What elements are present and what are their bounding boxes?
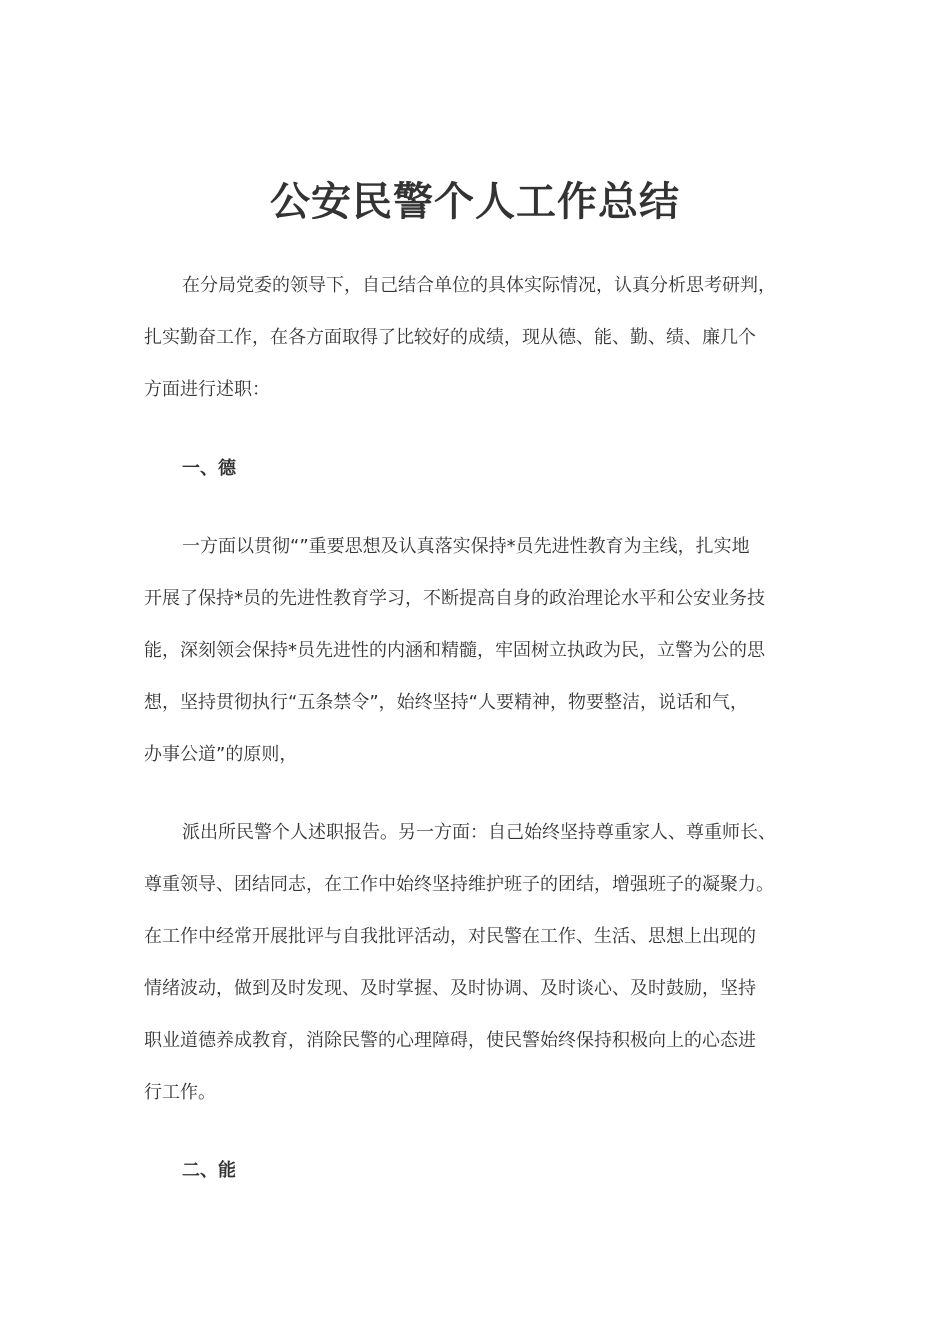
text-line: 情绪波动，做到及时发现、及时掌握、及时协调、及时谈心、及时鼓励，坚持 xyxy=(144,978,756,999)
section1-paragraph-2 xyxy=(144,807,808,1119)
document-title: 公安民警个人工作总结 xyxy=(270,179,680,225)
text-line: 一方面以贯彻“”重要思想及认真落实保持*员先进性教育为主线，扎实地 xyxy=(182,536,750,557)
section-heading-neng: 二、能 xyxy=(182,1160,236,1181)
text-line: 方面进行述职： xyxy=(144,379,270,400)
section-heading-de: 一、德 xyxy=(182,458,236,479)
text-line: 办事公道”的原则， xyxy=(144,744,298,765)
text-line: 想，坚持贯彻执行“五条禁令”，始终坚持“人要精神，物要整洁，说话和气， xyxy=(144,692,748,713)
text-line: 扎实勤奋工作，在各方面取得了比较好的成绩，现从德、能、勤、绩、廉几个 xyxy=(144,327,756,348)
text-line: 开展了保持*员的先进性教育学习，不断提高自身的政治理论水平和公安业务技 xyxy=(144,588,765,609)
section1-paragraph-1 xyxy=(144,521,808,781)
text-line: 在分局党委的领导下，自己结合单位的具体实际情况，认真分析思考研判， xyxy=(182,275,776,296)
text-line: 尊重领导、团结同志，在工作中始终坚持维护班子的团结，增强班子的凝聚力。 xyxy=(144,874,774,895)
text-line: 派出所民警个人述职报告。另一方面：自己始终坚持尊重家人、尊重师长、 xyxy=(182,822,776,843)
intro-paragraph xyxy=(144,260,808,416)
text-line: 行工作。 xyxy=(144,1082,216,1103)
text-line: 职业道德养成教育，消除民警的心理障碍，使民警始终保持积极向上的心态进 xyxy=(144,1030,756,1051)
text-line: 在工作中经常开展批评与自我批评活动，对民警在工作、生活、思想上出现的 xyxy=(144,926,756,947)
text-line: 能，深刻领会保持*员先进性的内涵和精髓，牢固树立执政为民，立警为公的思 xyxy=(144,640,765,661)
